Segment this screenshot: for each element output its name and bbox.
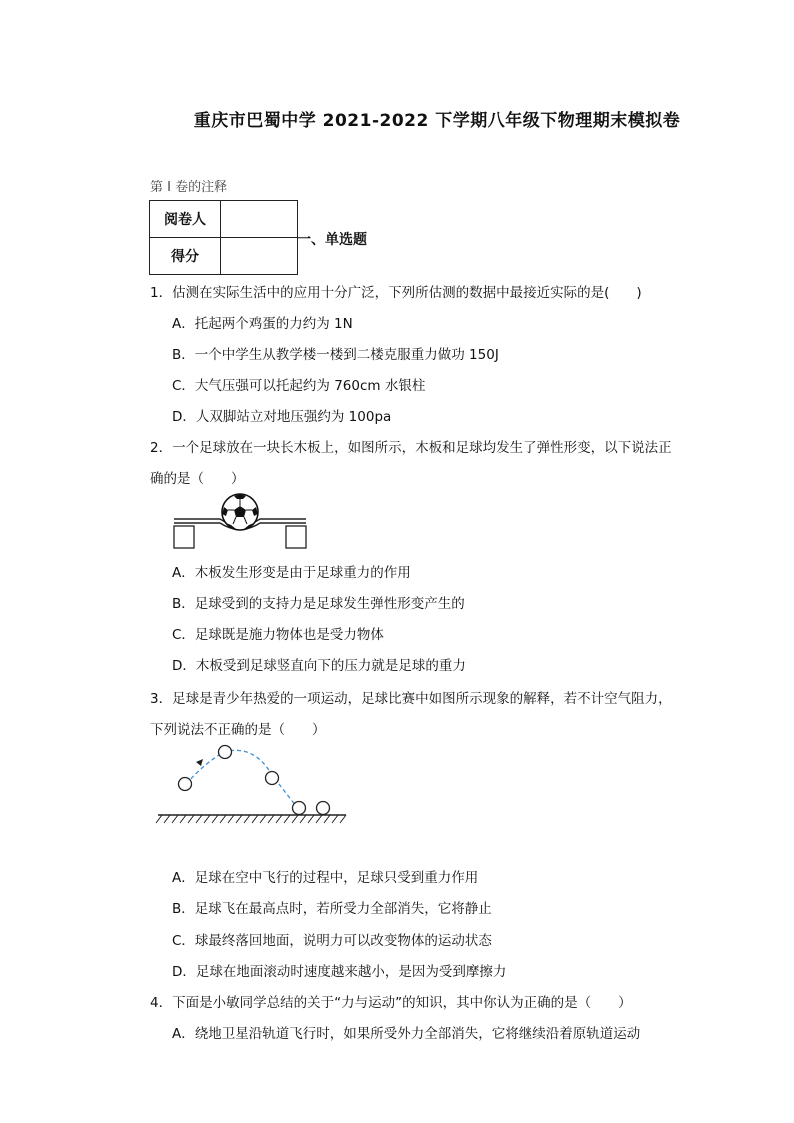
question-1-stem: 1．估测在实际生活中的应用十分广泛，下列所估测的数据中最接近实际的是( ) [150, 285, 642, 301]
question-3-option-a: A．足球在空中飞行的过程中，足球只受到重力作用 [172, 870, 479, 886]
volume-note: 第 I 卷的注释 [150, 180, 228, 195]
ball-trajectory-figure [154, 740, 350, 828]
question-2-option-c: C．足球既是施力物体也是受力物体 [172, 627, 384, 643]
grader-value [221, 201, 298, 238]
grader-label: 阅卷人 [150, 201, 221, 238]
question-4-stem: 4．下面是小敏同学总结的关于“力与运动”的知识，其中你认为正确的是（ ） [150, 995, 632, 1011]
question-1-option-a: A．托起两个鸡蛋的力约为 1N [172, 316, 353, 332]
page-title: 重庆市巴蜀中学 2021-2022 下学期八年级下物理期末模拟卷 [193, 111, 681, 131]
score-value [221, 238, 298, 275]
question-3-stem-line2: 下列说法不正确的是（ ） [150, 722, 326, 738]
section-heading: 一、单选题 [297, 232, 367, 248]
score-label: 得分 [150, 238, 221, 275]
question-1-option-c: C．大气压强可以托起约为 760cm 水银柱 [172, 378, 426, 394]
question-3-option-d: D．足球在地面滚动时速度越来越小，是因为受到摩擦力 [172, 964, 507, 980]
question-2-option-b: B．足球受到的支持力是足球发生弹性形变产生的 [172, 596, 465, 612]
question-2-option-d: D．木板受到足球竖直向下的压力就是足球的重力 [172, 658, 466, 674]
question-3-option-b: B．足球飞在最高点时，若所受力全部消失，它将静止 [172, 901, 492, 917]
arrow-icon [196, 759, 203, 766]
question-2-stem-line2: 确的是（ ） [150, 471, 245, 487]
grader-table [149, 200, 298, 275]
soccer-ball-on-board-figure [170, 490, 310, 552]
question-2-option-a: A．木板发生形变是由于足球重力的作用 [172, 565, 411, 581]
question-4-option-a: A．绕地卫星沿轨道飞行时，如果所受外力全部消失，它将继续沿着原轨道运动 [172, 1026, 641, 1042]
question-3-stem-line1: 3．足球是青少年热爱的一项运动，足球比赛中如图所示现象的解释，若不计空气阻力， [150, 691, 672, 707]
question-3-option-c: C．球最终落回地面，说明力可以改变物体的运动状态 [172, 933, 492, 949]
soccer-ball-icon [222, 494, 258, 530]
question-2-stem-line1: 2．一个足球放在一块长木板上，如图所示，木板和足球均发生了弹性形变，以下说法正 [150, 440, 672, 456]
question-1-option-b: B．一个中学生从教学楼一楼到二楼克服重力做功 150J [172, 347, 499, 363]
question-1-option-d: D．人双脚站立对地压强约为 100pa [172, 409, 392, 425]
